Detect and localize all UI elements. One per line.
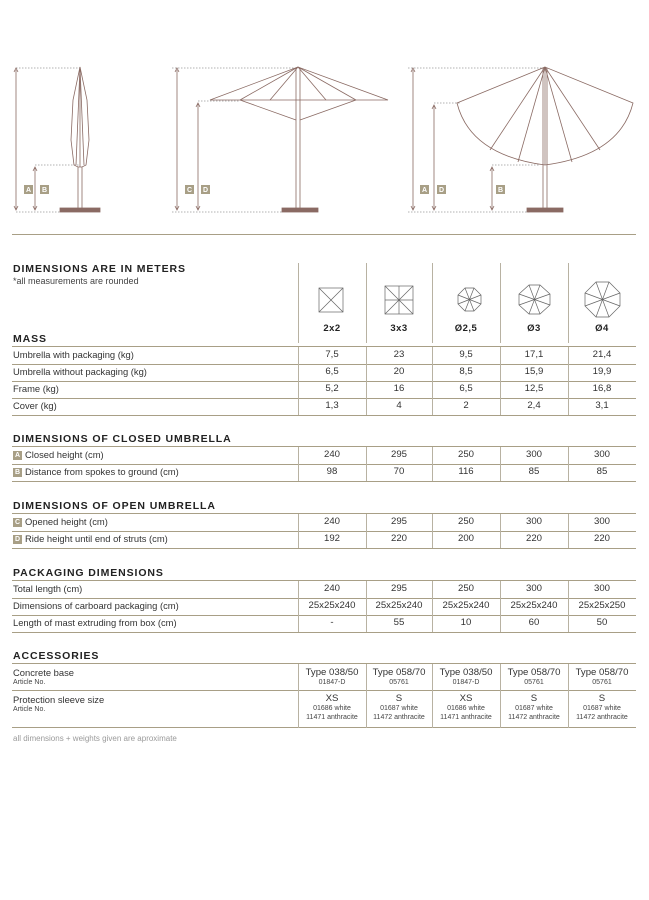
sleeve-white: 01687 white [380, 705, 418, 712]
col-sep [500, 514, 501, 548]
sleeve-white: 01686 white [313, 705, 351, 712]
row-label [13, 533, 168, 544]
row-label-text: Closed height (cm) [25, 449, 104, 460]
badge-a: A [25, 187, 32, 194]
cell: 1,3 [325, 400, 339, 411]
cell: 19,9 [592, 366, 612, 377]
cell: 250 [457, 516, 474, 527]
sleeve-anthracite: 11472 anthracite [508, 714, 560, 721]
cell: 16,8 [592, 383, 612, 394]
cell: 23 [393, 349, 405, 360]
cell: 192 [323, 533, 340, 544]
cell: 25x25x240 [308, 600, 356, 611]
cell: 250 [457, 449, 474, 460]
cell: 10 [460, 617, 472, 628]
cell [366, 693, 432, 722]
table-row [12, 581, 636, 599]
row-label: Protection sleeve size [13, 694, 105, 705]
size-label: 2x2 [323, 323, 341, 334]
cell: 240 [323, 449, 340, 460]
badge-d: D [202, 187, 209, 194]
mass-title: MASS [13, 333, 47, 345]
cell: 21,4 [592, 349, 612, 360]
cell: 300 [593, 449, 610, 460]
cell [299, 693, 365, 722]
concrete-base-row [12, 664, 636, 691]
badge-d2: D [438, 187, 445, 194]
badge-b: B [41, 187, 48, 194]
cell: - [330, 617, 334, 628]
cell: 300 [525, 583, 542, 594]
rounded-note: *all measurements are rounded [13, 276, 139, 286]
sleeve-anthracite: 11472 anthracite [373, 714, 425, 721]
cell: 2,4 [527, 400, 541, 411]
sleeve-size: S [530, 693, 538, 704]
cell: 300 [593, 583, 610, 594]
cell [569, 667, 635, 687]
square-2x2-icon [319, 288, 343, 312]
col-sep [568, 347, 569, 415]
cell: 50 [596, 617, 608, 628]
cell: 2 [463, 400, 469, 411]
sleeve-white: 01687 white [583, 705, 621, 712]
page-title: DIMENSIONS ARE IN METERS [13, 263, 186, 275]
cell: 9,5 [459, 349, 473, 360]
cell: 295 [390, 516, 407, 527]
cell: 85 [528, 466, 540, 477]
row-label: Umbrella with packaging (kg) [13, 349, 134, 360]
badge-b: B [14, 469, 21, 476]
cell: 300 [525, 449, 542, 460]
col-sep [568, 664, 569, 728]
cell: 3,1 [595, 400, 609, 411]
table-row [12, 615, 636, 633]
col-sep [432, 347, 433, 415]
cell: 20 [393, 366, 405, 377]
size-label: 3x3 [390, 323, 408, 334]
col-sep [298, 514, 299, 548]
cell: 295 [390, 583, 407, 594]
badge-a: A [14, 452, 21, 459]
badge-b2: B [497, 187, 504, 194]
size-label: Ø2,5 [454, 323, 478, 334]
col-sep [366, 514, 367, 548]
base-type: Type 058/70 [372, 667, 426, 678]
row-label-text: Ride height until end of struts (cm) [25, 533, 168, 544]
cell: 85 [596, 466, 608, 477]
row-label-text: Opened height (cm) [25, 516, 108, 527]
col-sep [568, 447, 569, 481]
row-label [13, 466, 179, 477]
badge-c: C [14, 519, 21, 526]
size-label: Ø3 [527, 323, 541, 334]
cell [569, 693, 635, 722]
cell: 200 [457, 533, 474, 544]
square-3x3-icon [385, 286, 413, 314]
col-sep [366, 447, 367, 481]
cell [366, 667, 432, 687]
cell: 25x25x240 [442, 600, 490, 611]
base-type: Type 038/50 [439, 667, 493, 678]
table-row [12, 347, 636, 365]
sleeve-size: XS [459, 693, 473, 704]
row-label: Length of mast extruding from box (cm) [13, 617, 177, 628]
open-title: DIMENSIONS OF OPEN UMBRELLA [13, 500, 216, 512]
size-label: Ø4 [595, 323, 609, 334]
col-sep [500, 581, 501, 632]
base-type: Type 058/70 [575, 667, 629, 678]
cell: 4 [396, 400, 402, 411]
cell [299, 667, 365, 687]
cell: 98 [326, 466, 338, 477]
col-sep [366, 347, 367, 415]
sleeve-size: XS [325, 693, 339, 704]
octagon-4-icon [585, 282, 620, 317]
cell: 220 [593, 533, 610, 544]
table-row [12, 531, 636, 549]
cell [501, 693, 567, 722]
row-label [13, 449, 104, 460]
row-label: Concrete base [13, 667, 74, 678]
cell: 240 [323, 516, 340, 527]
table-row [12, 381, 636, 399]
sleeve-anthracite: 11471 anthracite [306, 714, 358, 721]
sleeve-white: 01686 white [447, 705, 485, 712]
col-sep [568, 514, 569, 548]
footnote: all dimensions + weights given are aproximate [13, 734, 177, 743]
col-sep [432, 581, 433, 632]
sleeve-size: S [598, 693, 606, 704]
cell: 25x25x240 [510, 600, 558, 611]
cell: 7,5 [325, 349, 339, 360]
packaging-title: PACKAGING DIMENSIONS [13, 567, 164, 579]
col-sep [366, 664, 367, 728]
cell: 300 [593, 516, 610, 527]
sleeve-anthracite: 11471 anthracite [440, 714, 492, 721]
col-sep [298, 447, 299, 481]
base-article: 05761 [389, 679, 409, 686]
cell: 55 [393, 617, 405, 628]
size-icons [0, 280, 649, 320]
sleeve-white: 01687 white [515, 705, 553, 712]
col-sep [432, 447, 433, 481]
row-label: Umbrella without packaging (kg) [13, 366, 147, 377]
table-row [12, 514, 636, 532]
cell: 250 [457, 583, 474, 594]
col-sep [432, 664, 433, 728]
accessories-title: ACCESSORIES [13, 650, 100, 662]
row-label: Frame (kg) [13, 383, 59, 394]
row-label: Dimensions of carboard packaging (cm) [13, 600, 179, 611]
sleeve-size: S [395, 693, 403, 704]
table-row [12, 464, 636, 482]
cell: 16 [393, 383, 405, 394]
base-type: Type 038/50 [305, 667, 359, 678]
base-article: 01847-D [318, 679, 346, 686]
octagon-3-icon [519, 285, 550, 314]
cell [501, 667, 567, 687]
cell: 8,5 [459, 366, 473, 377]
cell: 17,1 [524, 349, 544, 360]
col-sep [432, 514, 433, 548]
badge-a2: A [421, 187, 428, 194]
table-row [12, 364, 636, 382]
badge-d: D [14, 536, 21, 543]
badge-c: C [186, 187, 193, 194]
cell: 220 [390, 533, 407, 544]
cell: 15,9 [524, 366, 544, 377]
cell: 25x25x250 [578, 600, 626, 611]
cell: 295 [390, 449, 407, 460]
octagon-2.5-icon [458, 288, 481, 311]
sleeve-anthracite: 11472 anthracite [576, 714, 628, 721]
row-sublabel: Article No. [13, 706, 46, 713]
base-article: 05761 [524, 679, 544, 686]
base-article: 01847-D [452, 679, 480, 686]
row-label [13, 516, 108, 527]
col-sep [298, 664, 299, 728]
col-sep [568, 581, 569, 632]
col-sep [298, 581, 299, 632]
cell: 25x25x240 [375, 600, 423, 611]
cell: 12,5 [524, 383, 544, 394]
cell: 5,2 [325, 383, 339, 394]
base-type: Type 058/70 [507, 667, 561, 678]
cell: 220 [525, 533, 542, 544]
col-sep [500, 447, 501, 481]
col-sep [500, 347, 501, 415]
cell: 6,5 [325, 366, 339, 377]
cell: 240 [323, 583, 340, 594]
top-divider [12, 234, 636, 235]
cell: 300 [525, 516, 542, 527]
table-row [12, 447, 636, 465]
row-sublabel: Article No. [13, 679, 46, 686]
cell: 116 [458, 466, 474, 477]
protection-sleeve-row [12, 691, 636, 728]
cell: 6,5 [459, 383, 473, 394]
closed-title: DIMENSIONS OF CLOSED UMBRELLA [13, 433, 232, 445]
row-label: Total length (cm) [13, 583, 83, 594]
table-row [12, 398, 636, 416]
col-sep [500, 664, 501, 728]
cell [433, 693, 499, 722]
col-sep [366, 581, 367, 632]
col-sep [298, 347, 299, 415]
row-label: Cover (kg) [13, 400, 57, 411]
row-label-text: Distance from spokes to ground (cm) [25, 466, 179, 477]
cell: 70 [393, 466, 405, 477]
base-article: 05761 [592, 679, 612, 686]
cell: 60 [528, 617, 540, 628]
table-row [12, 598, 636, 616]
umbrella-diagram [0, 0, 649, 240]
cell [433, 667, 499, 687]
